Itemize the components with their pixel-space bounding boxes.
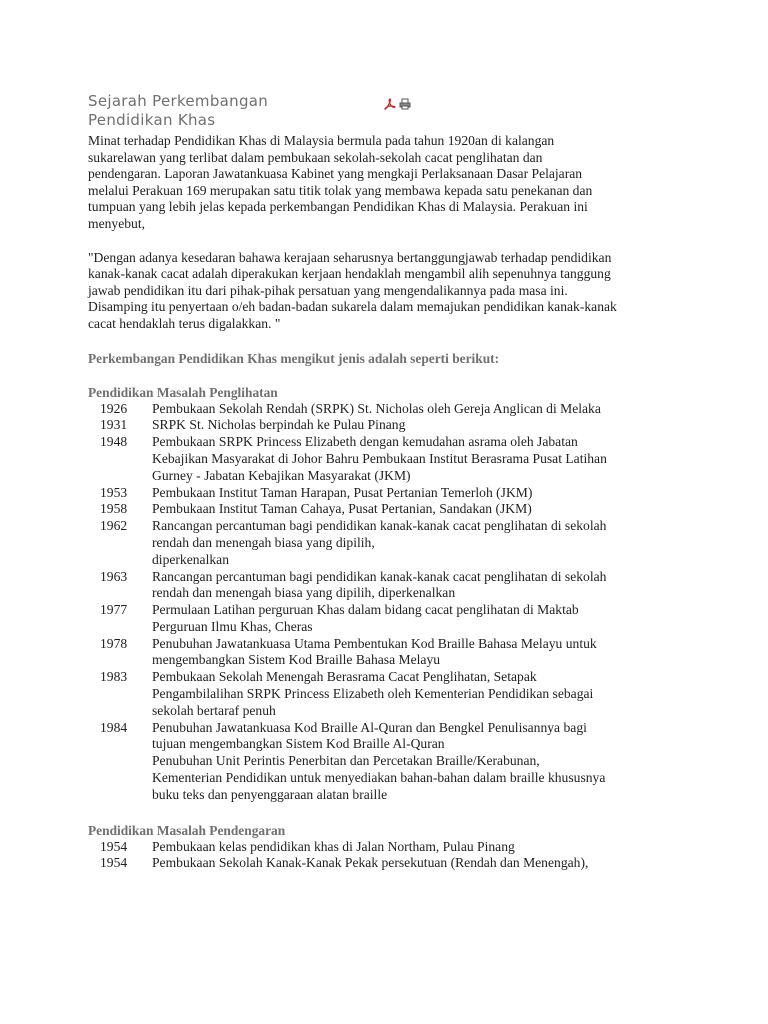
paragraph-line: Minat terhadap Pendidikan Khas di Malaysia bermula pada tahun 1920an di kalangan [88, 133, 555, 148]
timeline-event [152, 669, 688, 719]
timeline-event-line: Pembukaan Sekolah Kanak-Kanak Pekak persekutuan (Rendah dan Menengah), [152, 855, 589, 871]
timeline-event [152, 485, 688, 502]
timeline-event [152, 417, 688, 434]
timeline-event-line: sekolah bertaraf penuh [152, 702, 276, 718]
paragraph-line: melalui Perakuan 169 merupakan satu titik tolak yang membawa kepada satu penekanan dan [88, 182, 593, 198]
timeline-event-line: Penubuhan Unit Perintis Penerbitan dan Percetakan Braille/Kerabunan, [152, 753, 540, 769]
timeline-event-line: Rancangan percantuman bagi pendidikan kanak-kanak cacat penglihatan di sekolah [152, 568, 607, 584]
intro-paragraph [88, 133, 688, 233]
paragraph-line: "Dengan adanya kesedaran bahawa kerajaan seharusnya bertanggungjawab terhadap pendidikan [88, 249, 612, 265]
timeline-event [152, 855, 688, 872]
title-line: Sejarah Perkembangan [88, 92, 269, 110]
timeline-year: 1962 [100, 518, 128, 534]
timeline-event [152, 569, 688, 603]
paragraph-line: pendengaran. Laporan Jawatankuasa Kabinet yang mengkaji Perlaksanaan Dasar Pelajaran [88, 166, 583, 182]
timeline-year: 1983 [100, 669, 128, 685]
timeline-list [88, 401, 688, 804]
timeline-event [152, 720, 688, 804]
timeline-year: 1948 [100, 434, 128, 450]
timeline-year: 1953 [100, 484, 128, 500]
timeline-event-line: Pengambilalihan SRPK Princess Elizabeth oleh Kementerian Pendidikan sebagai [152, 686, 594, 702]
document-page [88, 92, 688, 872]
section-intro-heading: Perkembangan Pendidikan Khas mengikut jenis adalah seperti berikut: [88, 350, 500, 366]
timeline-event-line: Kementerian Pendidikan untuk menyediakan bahan-bahan dalam braille khususnya [152, 770, 606, 786]
timeline-event-line: Pembukaan SRPK Princess Elizabeth dengan kemudahan asrama oleh Jabatan [152, 434, 578, 450]
timeline-event [152, 501, 688, 518]
timeline-event-line: Pembukaan Sekolah Menengah Berasrama Cacat Penglihatan, Setapak [152, 669, 537, 685]
timeline-year: 1954 [100, 838, 128, 854]
section-heading: Pendidikan Masalah Penglihatan [88, 384, 278, 400]
timeline-year: 1926 [100, 400, 128, 416]
timeline-event-line: Gurney - Jabatan Kebajikan Masyarakat (JKM) [152, 467, 411, 483]
timeline-event-line: buku teks dan penyenggaraan alatan braille [152, 786, 388, 802]
timeline-event-line: Pembukaan Institut Taman Cahaya, Pusat Pertanian, Sandakan (JKM) [152, 501, 532, 517]
pdf-icon[interactable] [384, 97, 396, 109]
timeline-event-line: rendah dan menengah biasa yang dipilih, diperkenalkan [152, 585, 456, 601]
timeline-event [152, 602, 688, 636]
timeline-event [152, 636, 688, 670]
timeline-event-line: Perguruan Ilmu Khas, Cheras [152, 618, 313, 634]
timeline-event-line: Pembukaan Sekolah Rendah (SRPK) St. Nicholas oleh Gereja Anglican di Melaka [152, 400, 601, 416]
quote-paragraph [88, 250, 688, 333]
paragraph-line: sukarelawan yang terlibat dalam pembukaan sekolah-sekolah cacat penglihatan dan [88, 149, 543, 165]
timeline-event-line: Penubuhan Jawatankuasa Utama Pembentukan Kod Braille Bahasa Melayu untuk [152, 635, 597, 651]
timeline-event-line: Permulaan Latihan perguruan Khas dalam bidang cacat penglihatan di Maktab [152, 602, 579, 618]
paragraph-line: jawab pendidikan itu dari pihak-pihak persatuan yang mengendalikannya pada masa ini. [88, 282, 568, 298]
timeline-year: 1954 [100, 855, 128, 871]
timeline-event-line: Penubuhan Jawatankuasa Kod Braille Al-Quran dan Bengkel Penulisannya bagi [152, 719, 587, 735]
timeline-event-line: rendah dan menengah biasa yang dipilih, [152, 534, 375, 550]
paragraph-line: tumpuan yang lebih jelas kepada perkembangan Pendidikan Khas di Malaysia. Perakuan ini [88, 199, 588, 215]
timeline-event [152, 401, 688, 418]
timeline-event [152, 434, 688, 484]
timeline-event [152, 518, 688, 568]
title-line: Pendidikan Khas [88, 111, 216, 129]
paragraph-line: cacat hendaklah terus digalakkan. " [88, 315, 281, 331]
timeline-event-line: SRPK St. Nicholas berpindah ke Pulau Pinang [152, 417, 406, 433]
printer-icon[interactable] [399, 97, 411, 109]
timeline-year: 1978 [100, 635, 128, 651]
timeline-event-line: Pembukaan Institut Taman Harapan, Pusat Pertanian Temerloh (JKM) [152, 484, 533, 500]
timeline-event-line: Pembukaan kelas pendidikan khas di Jalan Northam, Pulau Pinang [152, 838, 515, 854]
timeline-year: 1977 [100, 602, 128, 618]
timeline-year: 1931 [100, 417, 128, 433]
timeline-year: 1984 [100, 719, 128, 735]
timeline-list [88, 839, 688, 873]
timeline-event-line: Kebajikan Masyarakat di Johor Bahru Pembukaan Institut Berasrama Pusat Latihan [152, 450, 607, 466]
title-row [88, 92, 688, 130]
paragraph-line: kanak-kanak cacat adalah diperakukan kerjaan hendaklah mengambil alih sepenuhnya tanggung [88, 266, 611, 282]
timeline-event-line: tujuan mengembangkan Sistem Kod Braille Al-Quran [152, 736, 445, 752]
document-tools [384, 97, 411, 109]
timeline-year: 1963 [100, 568, 128, 584]
section-heading: Pendidikan Masalah Pendengaran [88, 822, 286, 838]
timeline-event-line: diperkenalkan [152, 551, 229, 567]
timeline-event-line: mengembangkan Sistem Kod Braille Bahasa Melayu [152, 652, 441, 668]
paragraph-line: menyebut, [88, 215, 146, 231]
timeline-event-line: Rancangan percantuman bagi pendidikan kanak-kanak cacat penglihatan di sekolah [152, 518, 607, 534]
timeline-year: 1958 [100, 501, 128, 517]
paragraph-line: Disamping itu penyertaan o/eh badan-badan sukarela dalam memajukan pendidikan kanak-kanak [88, 299, 617, 315]
timeline-event [152, 839, 688, 856]
